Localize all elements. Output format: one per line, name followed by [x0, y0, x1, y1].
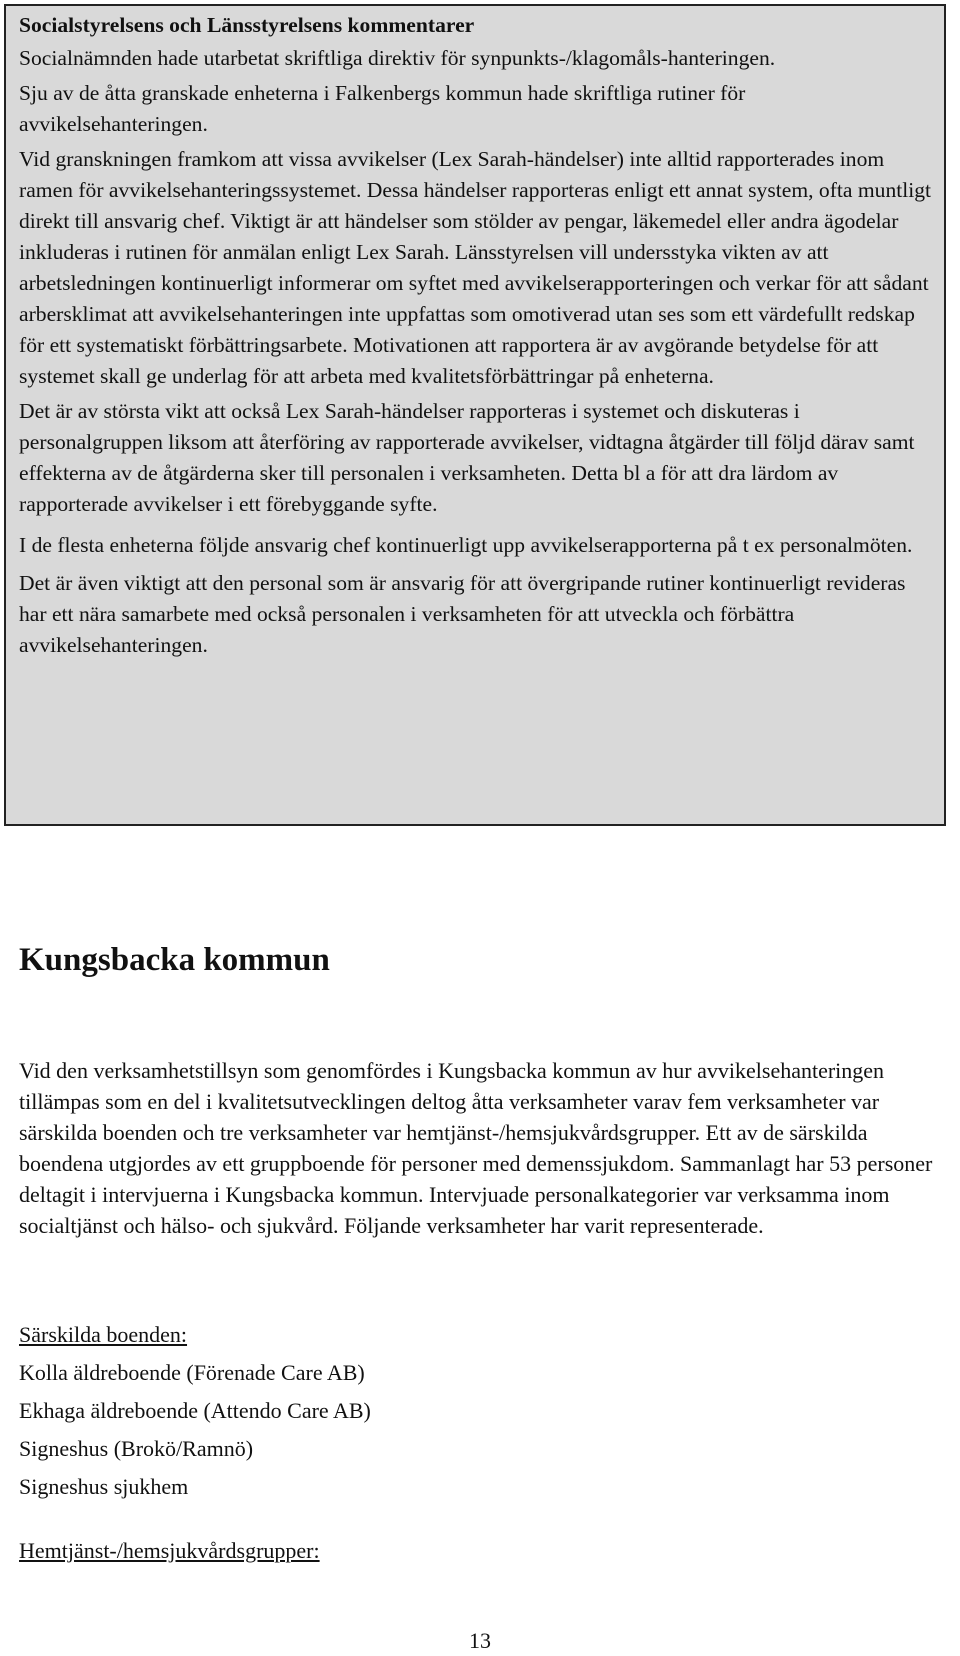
comment-paragraph: I de flesta enheterna följde ansvarig chef kontinuerligt upp avvikelserapporterna på t ex personalmöten. — [19, 533, 913, 557]
list-item: Signeshus sjukhem — [19, 1474, 189, 1499]
boenden-list — [19, 1316, 371, 1506]
boenden-list-title: Särskilda boenden: — [19, 1322, 188, 1347]
section-intro: Vid den verksamhetstillsyn som genomfördes i Kungsbacka kommun av hur avvikelsehanteringen tillämpas som en del i kvalitetsutvecklingen deltog åtta verksamheter varav fem verksamheter var särskilda boenden och tre verksamheter var hemtjänst-/hemsjukvårdsgrupper. Ett av de särskilda boendena utgjordes av ett gruppboende för personer med demenssjukdom. Sammanlagt har 53 personer deltagit i intervjuerna i Kungsbacka kommun. Intervjuade personalkategorier var verksamma inom socialtjänst och hälso- och sjukvård. Följande verksamheter har varit representerade. — [19, 1058, 933, 1238]
hemtjanst-list-title: Hemtjänst-/hemsjukvårdsgrupper: — [19, 1538, 320, 1563]
comment-paragraph: Det är även viktigt att den personal som är ansvarig för att övergripande rutiner kontinuerligt revideras har ett nära samarbete med också personalen i verksamheten för att utveckla och förbättra avvikelsehanteringen. — [19, 571, 906, 657]
comment-paragraph: Det är av största vikt att också Lex Sarah-händelser rapporteras i systemet och diskuteras i personalgruppen liksom att återföring av rapporterade avvikelser, vidtagna åtgärder till följd därav samt effekterna av de åtgärderna sker till personalen i verksamheten. Detta bl a för att dra lärdom av rapporterade avvikelser i ett förebyggande syfte. — [19, 399, 915, 516]
section-heading: Kungsbacka kommun — [19, 942, 330, 978]
comment-paragraph: Socialnämnden hade utarbetat skriftliga direktiv för synpunkts-/klagomåls-hanteringen. — [19, 46, 776, 70]
list-item: Kolla äldreboende (Förenade Care AB) — [19, 1360, 365, 1385]
comment-box-heading: Socialstyrelsens och Länsstyrelsens kommentarer — [19, 13, 475, 37]
list-item: Signeshus (Brokö/Ramnö) — [19, 1436, 254, 1461]
page-number: 13 — [469, 1628, 491, 1653]
comment-paragraph: Vid granskningen framkom att vissa avvikelser (Lex Sarah-händelser) inte alltid rapporterades inom ramen för avvikelsehanteringssystemet. Dessa händelser rapporteras enligt ett annat system, ofta muntligt direkt till ansvarig chef. Viktigt är att händelser som stölder av pengar, läkemedel eller andra ägodelar inkluderas i rutinen för anmälan enligt Lex Sarah. Länsstyrelsen vill undersstyka vikten av att arbetsledningen kontinuerligt informerar om syftet med avvikelserapporteringen och verkar för att sådant arbersklimat att avvikelsehanteringen inte uppfattas som omotiverad utan ses som ett värdefullt redskap för ett systematiskt förbättringsarbete. Motivationen att rapportera är av avgörande betydelse för att systemet skall ge underlag för att arbeta med kvalitetsförbättringar på enheterna. — [19, 147, 932, 388]
list-item: Ekhaga äldreboende (Attendo Care AB) — [19, 1398, 371, 1423]
comment-paragraph: Sju av de åtta granskade enheterna i Falkenbergs kommun hade skriftliga rutiner för avvikelsehanteringen. — [19, 81, 746, 136]
comment-box — [4, 4, 946, 826]
